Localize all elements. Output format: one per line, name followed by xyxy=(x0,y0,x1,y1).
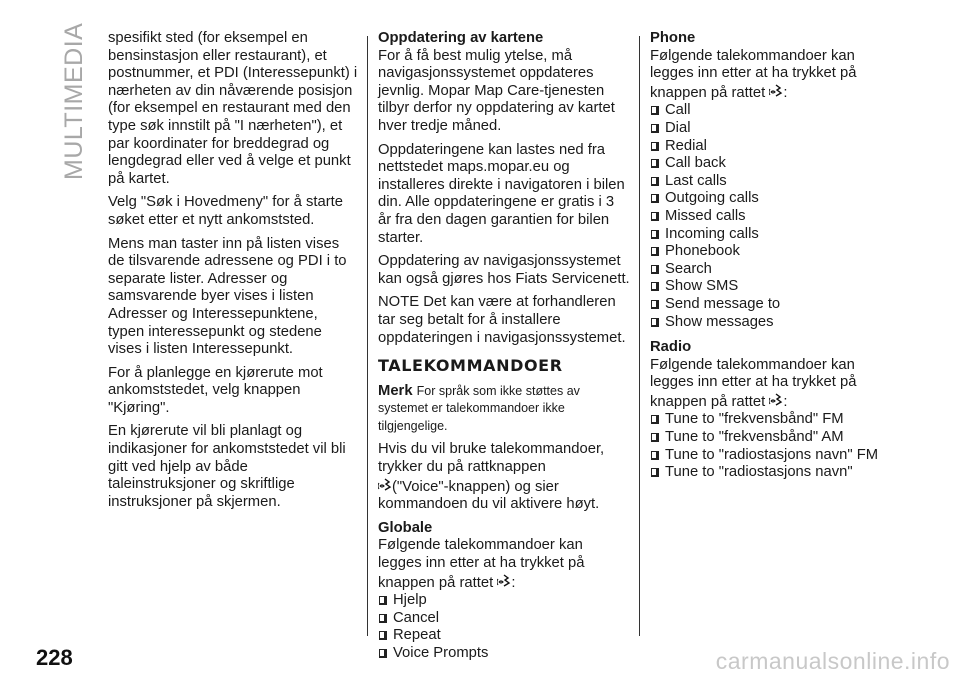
list-item: Cancel xyxy=(378,610,630,628)
column-1 xyxy=(108,30,358,517)
paragraph: For å planlegge en kjørerute mot ankomststedet, velg knappen "Kjøring". xyxy=(108,364,323,416)
radio-intro xyxy=(650,357,900,412)
side-section-title: MULTIMEDIA xyxy=(60,22,88,180)
voice-instruction-a: Hvis du vil bruke talekommandoer, trykker du på rattknappen xyxy=(378,441,605,476)
list-item: Dial xyxy=(650,120,900,138)
list-item: Call back xyxy=(650,155,900,173)
list-item: Redial xyxy=(650,138,900,156)
list-item: Tune to "frekvensbånd" FM xyxy=(650,411,900,429)
phone-command-list xyxy=(650,102,900,331)
list-item: Last calls xyxy=(650,173,900,191)
list-item: Voice Prompts xyxy=(378,645,630,663)
list-item: Show messages xyxy=(650,314,900,332)
paragraph: For å få best mulig ytelse, må navigasjonssystemet oppdateres jevnlig. Mopar Map Care-tjenesten tilbyr derfor ny oppdatering av kartet hver tredje måned. xyxy=(378,47,615,134)
list-item: Phonebook xyxy=(650,243,900,261)
paragraph: Oppdatering av navigasjonssystemet kan også gjøres hos Fiats Servicenett. xyxy=(378,253,630,287)
colon: : xyxy=(783,393,788,410)
list-item: Incoming calls xyxy=(650,226,900,244)
note-paragraph: NOTE Det kan være at forhandleren tar seg betalt for å installere oppdateringen i navigasjonssystemet. xyxy=(378,294,626,346)
list-item: Send message to xyxy=(650,296,900,314)
radio-command-list xyxy=(650,411,900,481)
voice-instruction xyxy=(378,441,630,513)
paragraph: En kjørerute vil bli planlagt og indikasjoner for ankomststedet vil bli gitt ved hjelp av både taleinstruksjoner og skriftlige instruksjoner på skjermen. xyxy=(108,423,346,510)
section-title: TALEKOMMANDOER xyxy=(378,356,563,376)
list-item: Missed calls xyxy=(650,208,900,226)
list-item: Search xyxy=(650,261,900,279)
column-divider xyxy=(639,36,640,636)
list-item: Tune to "frekvensbånd" AM xyxy=(650,429,900,447)
global-intro-text: Følgende talekommandoer kan legges inn etter at ha trykket på knappen på rattet xyxy=(378,537,585,591)
merk-label: Merk xyxy=(378,382,413,399)
list-item: Outgoing calls xyxy=(650,190,900,208)
merk-text: For språk som ikke støttes av systemet er talekommandoer ikke tilgjengelige. xyxy=(378,383,580,433)
heading-radio: Radio xyxy=(650,339,692,356)
list-item: Hjelp xyxy=(378,592,630,610)
column-divider xyxy=(367,36,368,636)
heading-map-update: Oppdatering av kartene xyxy=(378,30,544,46)
colon: : xyxy=(511,574,516,591)
paragraph: Oppdateringene kan lastes ned fra nettstedet maps.mopar.eu og installeres direkte i navigatoren i bilen din. Alle oppdateringene er gratis i 3 år fra den dagen garantien for bilen starter. xyxy=(378,141,625,246)
heading-global: Globale xyxy=(378,519,433,536)
column-2 xyxy=(378,30,630,671)
heading-phone: Phone xyxy=(650,30,696,46)
voice-command-icon xyxy=(769,392,783,408)
list-item: Tune to "radiostasjons navn" FM xyxy=(650,447,900,465)
page-number: 228 xyxy=(36,645,73,670)
merk-note xyxy=(378,383,630,436)
paragraph: spesifikt sted (for eksempel en bensinstasjon eller restaurant), et postnummer, et PDI (Interessepunkt) i nærheten av din nåværende posisjon (for eksempel en restaurant med den type søk innstilt på "I nærheten"), et par koordinater for breddegrad og lengdegrad eller ved å velge et punkt på kartet. xyxy=(108,30,358,187)
voice-command-icon xyxy=(378,477,392,493)
paragraph: Mens man taster inn på listen vises de tilsvarende adressene og PDI i to separate lister. Adresser og samsvarende byer vises i listen Adresser og Interessepunktene, typen interessepunkt og stedene vises i listen Interessepunkt. xyxy=(108,235,347,358)
voice-instruction-b: ("Voice"-knappen) og sier kommandoen du vil aktivere høyt. xyxy=(378,478,600,513)
global-intro xyxy=(378,537,630,592)
column-3 xyxy=(650,30,900,490)
list-item: Tune to "radiostasjons navn" xyxy=(650,464,900,482)
list-item: Call xyxy=(650,102,900,120)
list-item: Show SMS xyxy=(650,278,900,296)
phone-intro-text: Følgende talekommandoer kan legges inn etter at ha trykket på knappen på rattet xyxy=(650,47,857,101)
voice-command-icon xyxy=(497,573,511,589)
paragraph: Velg "Søk i Hovedmeny" for å starte søket etter et nytt ankomststed. xyxy=(108,194,344,228)
watermark: carmanualsonline.info xyxy=(715,648,950,674)
global-command-list xyxy=(378,592,630,662)
voice-command-icon xyxy=(769,83,783,99)
radio-intro-text: Følgende talekommandoer kan legges inn etter at ha trykket på knappen på rattet xyxy=(650,356,857,410)
colon: : xyxy=(783,84,788,101)
list-item: Repeat xyxy=(378,627,630,645)
phone-intro xyxy=(650,48,900,103)
